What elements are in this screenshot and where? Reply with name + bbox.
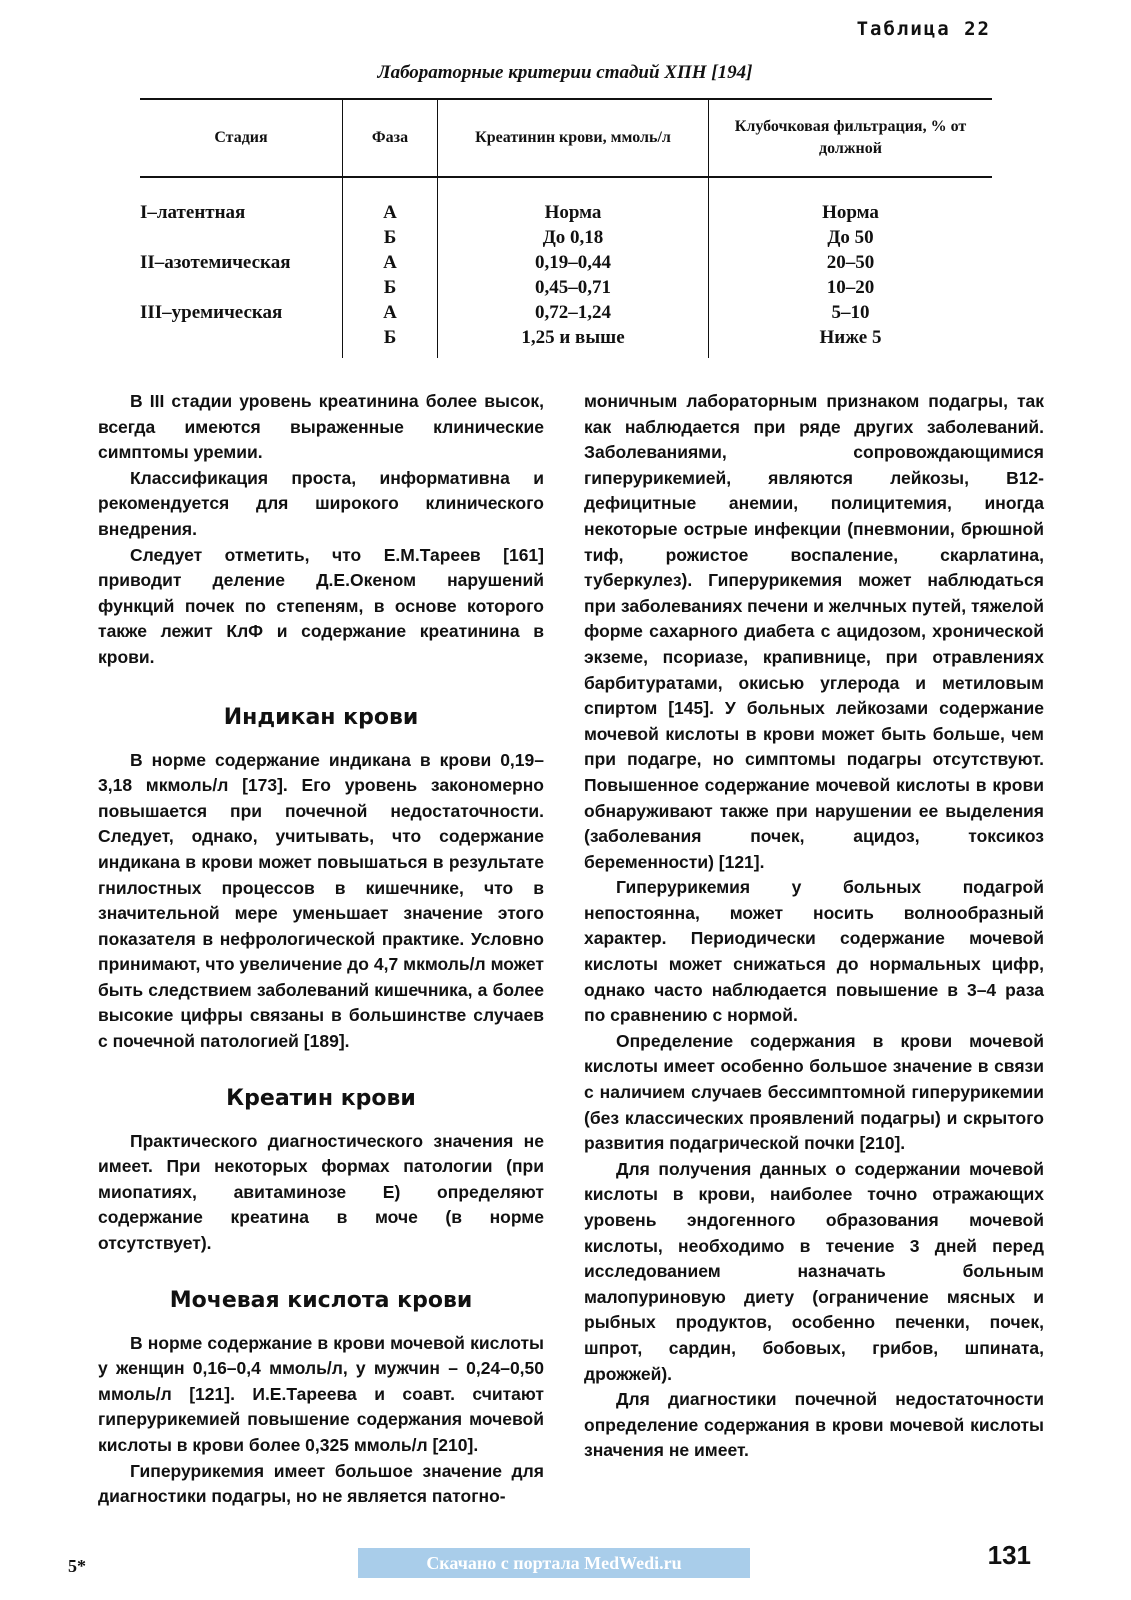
- section-heading-indican: Индикан крови: [223, 704, 419, 730]
- paragraph: Гиперурикемия имеет большое значение для диагностики подагры, но не является патогно-: [98, 1460, 544, 1507]
- filtration-cell: 5–10: [709, 300, 993, 325]
- table-row: [140, 177, 992, 225]
- right-column: [584, 389, 1044, 1464]
- header-phase: Фаза: [343, 99, 438, 177]
- stage-cell: I–латентная: [140, 202, 246, 223]
- header-stage: Стадия: [140, 99, 343, 177]
- paragraph: Практического диагностического значения не имеет. При некоторых формах патологии (при миопатиях, авитаминозе Е) определяют содержание креатина в моче (в норме отсутствует).: [98, 1130, 544, 1254]
- table-row: [140, 275, 992, 300]
- phase-cell: Б: [343, 275, 438, 300]
- table-number: Таблица 22: [856, 18, 991, 40]
- signature-mark: 5*: [68, 1556, 86, 1576]
- table-row: [140, 300, 992, 325]
- creatinine-cell: 0,72–1,24: [438, 300, 709, 325]
- section-heading-uric-acid: Мочевая кислота крови: [169, 1287, 473, 1313]
- stage-cell: II–азотемическая: [140, 252, 291, 273]
- phase-cell: Б: [343, 225, 438, 250]
- stage-cell: [140, 325, 343, 358]
- paragraph: моничным лабораторным признаком подагры, так как наблюдается при ряде других заболеваний. Заболеваниями, сопровождающимися гиперурикемией, являются лейкозы, В12-дефицитные анемии, полицитемия, иногда некоторые острые инфекции (пневмонии, брюшной тиф, рожистое воспаление, скарлатина, туберкулез). Гиперурикемия может наблюдаться при заболеваниях печени и желчных путей, тяжелой форме сахарного диабета с ацидозом, хронической экземе, псориазе, крапивнице, при отравлениях барбитуратами, окисью углерода и метиловым спиртом [145]. У больных лейкозами содержание мочевой кислоты в крови может быть больше, чем при подагре, но симптомы подагры отсутствуют. Повышенное содержание мочевой кислоты в крови обнаруживают также при нарушении ее выделения (заболевания почек, ацидоз, токсикоз беременности) [121].: [584, 391, 1044, 872]
- filtration-cell: Ниже 5: [709, 325, 993, 358]
- paragraph: Классификация проста, информативна и рекомендуется для широкого клинического внедрения.: [98, 467, 544, 539]
- stages-table: [140, 98, 992, 358]
- table-title: Лабораторные критерии стадий ХПН [194]: [377, 62, 753, 83]
- filtration-cell: 10–20: [709, 275, 993, 300]
- phase-cell: А: [343, 177, 438, 225]
- table-header-row: [140, 99, 992, 177]
- phase-cell: Б: [343, 325, 438, 358]
- filtration-cell: Норма: [709, 177, 993, 225]
- phase-cell: А: [343, 250, 438, 275]
- header-filtration: Клубочковая фильтрация, % от должной: [709, 99, 993, 177]
- paragraph: Следует отметить, что Е.М.Тареев [161] приводит деление Д.Е.Океном нарушений функций почек по степеням, в основе которого также лежит КлФ и содержание креатинина в крови.: [98, 544, 544, 667]
- paragraph: Для получения данных о содержании мочевой кислоты в крови, наиболее точно отражающих уровень эндогенного образования мочевой кислоты, необходимо в течение 3 дней перед исследованием назначать больным малопуриновую диету (ограничение мясных и рыбных продуктов, особенно печенки, почек, шпрот, сардин, бобовых, грибов, шпината, дрожжей).: [584, 1158, 1044, 1384]
- paragraph: Гиперурикемия у больных подагрой непостоянна, может носить волнообразный характер. Периодически содержание мочевой кислоты может снижаться до нормальных цифр, однако часто наблюдается повышение в 3–4 раза по сравнению с нормой.: [584, 877, 1044, 1026]
- paragraph: В III стадии уровень креатинина более высок, всегда имеются выраженные клинические симптомы уремии.: [98, 391, 544, 463]
- download-banner[interactable]: Скачано с портала MedWedi.ru: [358, 1548, 750, 1578]
- table-row: [140, 325, 992, 358]
- stage-cell: [140, 225, 343, 250]
- table-row: [140, 250, 992, 275]
- left-column: [98, 389, 544, 1510]
- page-number: 131: [987, 1540, 1031, 1570]
- filtration-cell: 20–50: [709, 250, 993, 275]
- stage-cell: III–уремическая: [140, 302, 283, 323]
- paragraph: Для диагностики почечной недостаточности определение содержания в крови мочевой кислоты значения не имеет.: [584, 1389, 1044, 1461]
- creatinine-cell: 0,19–0,44: [438, 250, 709, 275]
- creatinine-cell: До 0,18: [438, 225, 709, 250]
- table-row: [140, 225, 992, 250]
- stage-cell: [140, 275, 343, 300]
- creatinine-cell: 0,45–0,71: [438, 275, 709, 300]
- section-heading-creatine: Креатин крови: [226, 1085, 416, 1111]
- paragraph: В норме содержание в крови мочевой кислоты у женщин 0,16–0,4 ммоль/л, у мужчин – 0,24–0,50 ммоль/л [121]. И.Е.Тареева и соавт. считают гиперурикемией повышение содержания мочевой кислоты в крови более 0,325 ммоль/л [210].: [98, 1332, 544, 1455]
- paragraph: В норме содержание индикана в крови 0,19–3,18 мкмоль/л [173]. Его уровень закономерно повышается при почечной недостаточности. Следует, однако, учитывать, что содержание индикана в крови может повышаться в результате гнилостных процессов в кишечнике, что в значительной мере уменьшает значение этого показателя в нефрологической практике. Условно принимают, что увеличение до 4,7 мкмоль/л может быть следствием заболеваний кишечника, а более высокие цифры связаны в большинстве случаев с почечной патологией [189].: [98, 749, 544, 1052]
- phase-cell: А: [343, 300, 438, 325]
- paragraph: Определение содержания в крови мочевой кислоты имеет особенно большое значение в связи с наличием случаев бессимптомной гиперурикемии (без классических проявлений подагры) и скрытого развития подагрической почки [210].: [584, 1030, 1044, 1154]
- creatinine-cell: Норма: [438, 177, 709, 225]
- creatinine-cell: 1,25 и выше: [438, 325, 709, 358]
- header-creatinine: Креатинин крови, ммоль/л: [438, 99, 709, 177]
- filtration-cell: До 50: [709, 225, 993, 250]
